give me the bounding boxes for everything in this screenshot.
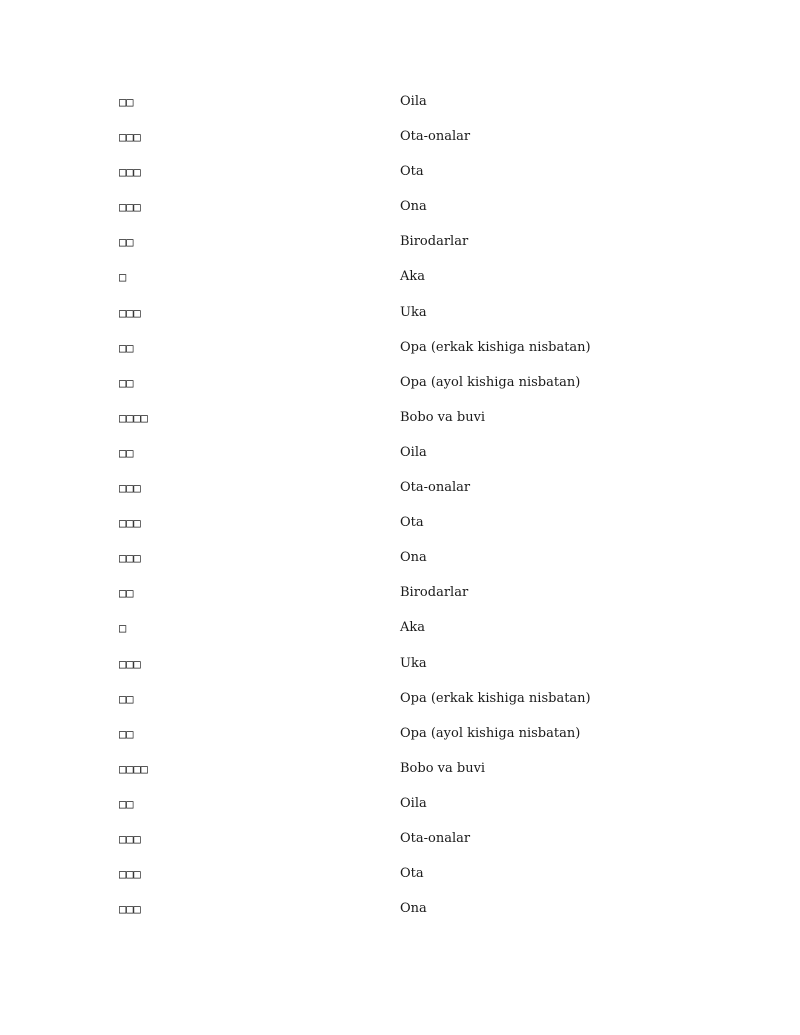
vocabulary-meaning: Uka	[400, 655, 427, 671]
vocabulary-meaning: Ona	[400, 550, 427, 566]
vocabulary-row	[0, 827, 800, 862]
vocabulary-term: □□□	[119, 130, 141, 145]
vocabulary-meaning: Bobo va buvi	[400, 409, 486, 425]
vocabulary-term: □□□	[119, 551, 141, 566]
vocabulary-term: □□□	[119, 831, 141, 846]
vocabulary-meaning: Ota	[400, 515, 424, 531]
vocabulary-row	[0, 546, 800, 581]
vocabulary-row	[0, 652, 800, 687]
vocabulary-meaning: Ota-onalar	[400, 129, 471, 145]
vocabulary-row	[0, 90, 800, 125]
vocabulary-row	[0, 230, 800, 265]
vocabulary-row	[0, 371, 800, 406]
vocabulary-meaning: Ota	[400, 866, 424, 882]
vocabulary-term: □□	[119, 340, 134, 355]
vocabulary-meaning: Opa (erkak kishiga nisbatan)	[400, 339, 591, 355]
vocabulary-row	[0, 722, 800, 757]
vocabulary-meaning: Aka	[400, 620, 426, 636]
vocabulary-meaning: Opa (ayol kishiga nisbatan)	[400, 725, 581, 741]
vocabulary-term: □□□	[119, 481, 141, 496]
vocabulary-term: □□□□	[119, 410, 148, 425]
vocabulary-row	[0, 476, 800, 511]
vocabulary-row	[0, 195, 800, 230]
vocabulary-row	[0, 862, 800, 897]
vocabulary-term: □□	[119, 235, 134, 250]
vocabulary-term: □	[119, 270, 127, 285]
vocabulary-row	[0, 897, 800, 932]
vocabulary-term: □□□	[119, 656, 141, 671]
vocabulary-meaning: Bobo va buvi	[400, 760, 486, 776]
vocabulary-row	[0, 792, 800, 827]
vocabulary-term: □□	[119, 586, 134, 601]
vocabulary-term: □□	[119, 375, 134, 390]
vocabulary-meaning: Opa (erkak kishiga nisbatan)	[400, 690, 591, 706]
vocabulary-row	[0, 265, 800, 300]
vocabulary-row	[0, 336, 800, 371]
vocabulary-list	[0, 90, 800, 932]
vocabulary-meaning: Uka	[400, 304, 427, 320]
vocabulary-meaning: Ona	[400, 199, 427, 215]
vocabulary-row	[0, 581, 800, 616]
vocabulary-term: □□□	[119, 902, 141, 917]
vocabulary-row	[0, 616, 800, 651]
vocabulary-term: □□	[119, 95, 134, 109]
vocabulary-row	[0, 687, 800, 722]
vocabulary-row	[0, 757, 800, 792]
vocabulary-term: □□□	[119, 165, 141, 180]
vocabulary-meaning: Oila	[400, 444, 427, 460]
vocabulary-term: □□□	[119, 200, 141, 215]
vocabulary-row	[0, 406, 800, 441]
vocabulary-term: □□□	[119, 516, 141, 531]
vocabulary-term: □□	[119, 726, 134, 741]
vocabulary-meaning: Opa (ayol kishiga nisbatan)	[400, 374, 581, 390]
vocabulary-meaning: Ota	[400, 164, 424, 180]
vocabulary-row	[0, 160, 800, 195]
vocabulary-term: □	[119, 621, 127, 636]
vocabulary-meaning: Ona	[400, 901, 427, 917]
vocabulary-term: □□	[119, 691, 134, 706]
vocabulary-meaning: Ota-onalar	[400, 480, 471, 496]
vocabulary-row	[0, 441, 800, 476]
vocabulary-meaning: Aka	[400, 269, 426, 285]
vocabulary-term: □□	[119, 796, 134, 811]
vocabulary-meaning: Birodarlar	[400, 585, 469, 601]
vocabulary-term: □□□	[119, 867, 141, 882]
vocabulary-row	[0, 301, 800, 336]
vocabulary-meaning: Oila	[400, 94, 427, 109]
vocabulary-term: □□	[119, 445, 134, 460]
vocabulary-row	[0, 511, 800, 546]
vocabulary-term: □□□□	[119, 761, 148, 776]
vocabulary-row	[0, 125, 800, 160]
vocabulary-meaning: Oila	[400, 795, 427, 811]
vocabulary-meaning: Birodarlar	[400, 234, 469, 250]
vocabulary-term: □□□	[119, 305, 141, 320]
vocabulary-meaning: Ota-onalar	[400, 830, 471, 846]
